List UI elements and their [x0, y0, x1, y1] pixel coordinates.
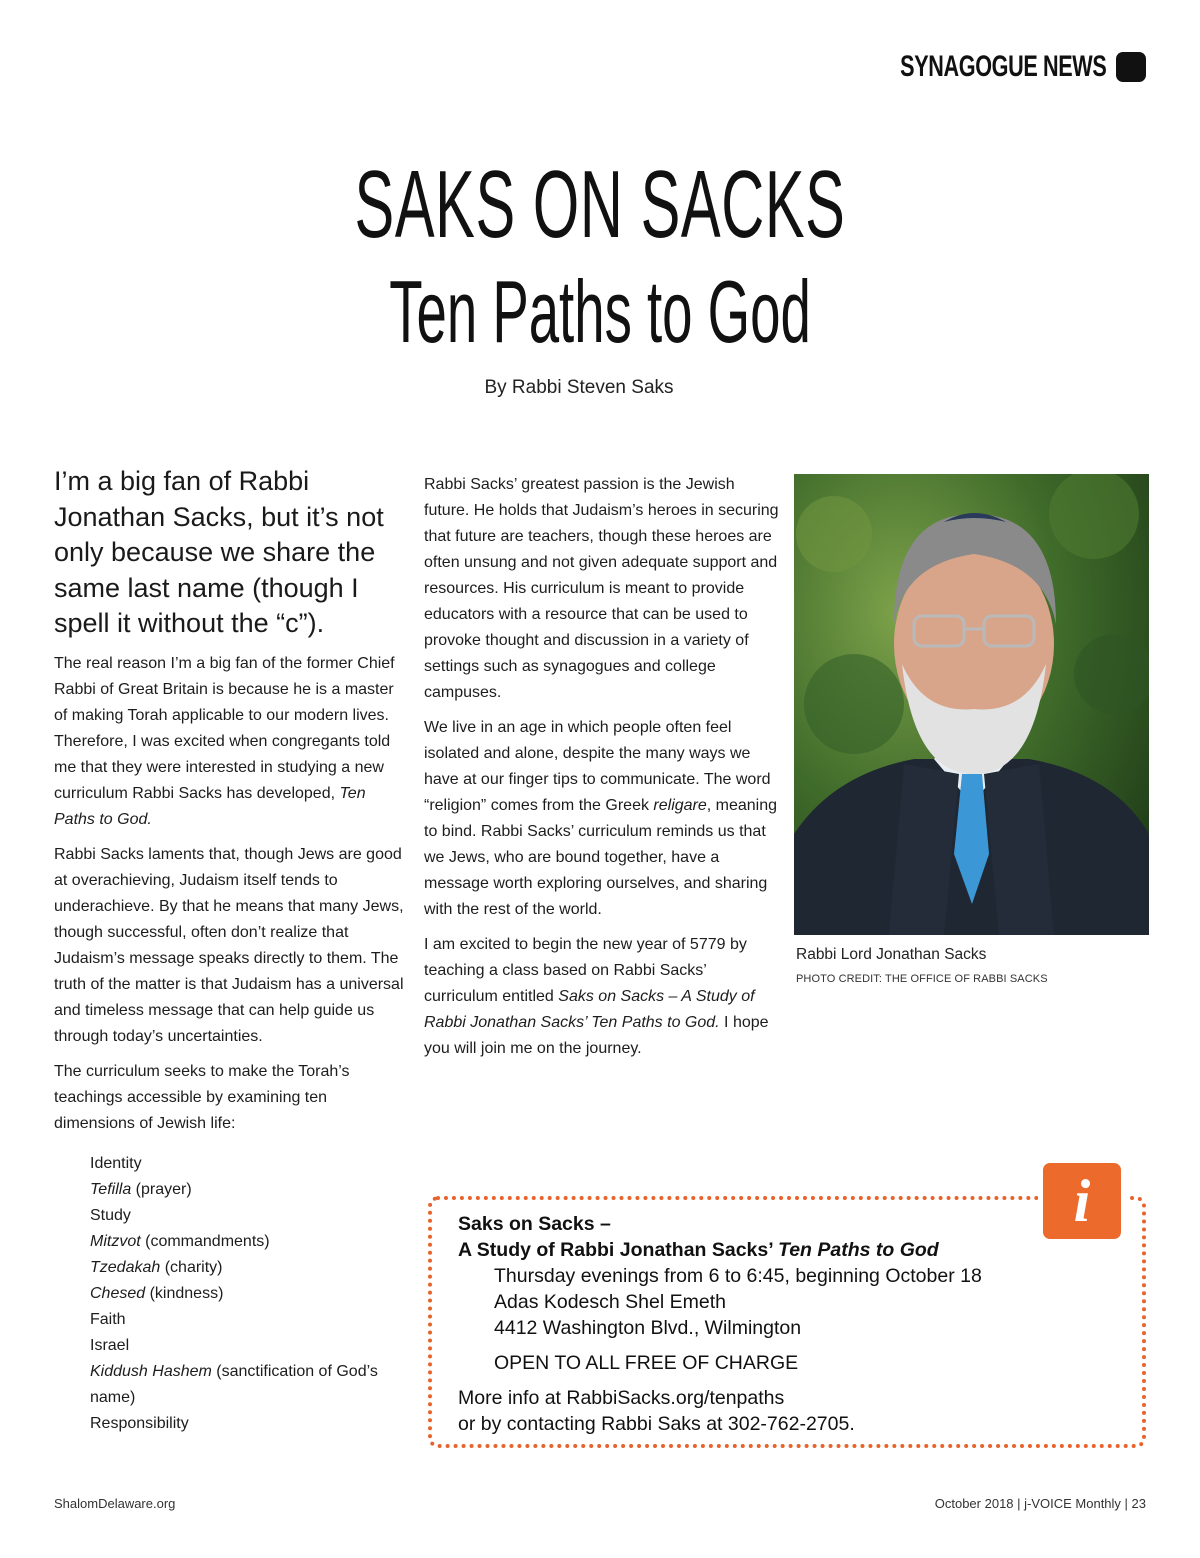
paragraph: I am excited to begin the new year of 5779 by teaching a class based on Rabbi Sacks’ curriculum entitled Saks on Sacks – A Study of Rabbi Jonathan Sacks’ Ten Paths to God. I hope you will join me on the journey. [424, 936, 769, 1057]
column-middle [424, 472, 779, 1071]
event-location: Adas Kodesch Shel Emeth [494, 1291, 726, 1313]
article-title: SAKS ON SACKS [354, 151, 846, 258]
lead-paragraph: I’m a big fan of Rabbi Jonathan Sacks, but it’s not only because we share the same last name (though I spell it without the “c”). [54, 466, 384, 638]
list-item: Faith [90, 1310, 126, 1328]
list-item: Identity [90, 1154, 142, 1172]
event-cost: OPEN TO ALL FREE OF CHARGE [494, 1352, 799, 1374]
list-item: Chesed (kindness) [90, 1284, 224, 1302]
footer-website: ShalomDelaware.org [54, 1496, 176, 1511]
list-item: Mitzvot (commandments) [90, 1232, 270, 1250]
section-marker [1116, 52, 1146, 82]
list-item: Israel [90, 1336, 130, 1354]
paragraph: Rabbi Sacks’ greatest passion is the Jewish future. He holds that Judaism’s heroes in securing that future are teachers, though these heroes are often unsung and not given adequate support and resources. His curriculum is meant to provide educators with a resource that can be used to provoke thought and discussion in a variety of settings such as synagogues and college campuses. [424, 476, 779, 701]
article-subtitle: Ten Paths to God [389, 262, 811, 361]
portrait-illustration [794, 474, 1149, 935]
column-left [54, 464, 404, 1437]
paragraph: We live in an age in which people often feel isolated and alone, despite the many ways we have at our finger tips to communicate. The word “religion” comes from the Greek religare, meaning to bind. Rabbi Sacks’ curriculum reminds us that we Jews, who are bound together, have a message worth exploring ourselves, and sharing with the rest of the world. [424, 719, 778, 918]
paragraph: The curriculum seeks to make the Torah’s teachings accessible by examining ten dimensions of Jewish life: [54, 1062, 350, 1132]
list-item: Tefilla (prayer) [90, 1180, 192, 1198]
list-item: Study [90, 1206, 131, 1224]
list-item: Kiddush Hashem (sanctification of God’s name) [90, 1362, 378, 1406]
event-time: Thursday evenings from 6 to 6:45, beginning October 18 [494, 1265, 982, 1287]
event-details [458, 1211, 1138, 1437]
contact-info: or by contacting Rabbi Saks at 302-762-2705. [458, 1413, 855, 1435]
event-heading: Saks on Sacks – [458, 1213, 611, 1235]
section-label: SYNAGOGUE NEWS [899, 50, 1106, 83]
info-icon: i [1038, 1158, 1126, 1244]
photo-credit: PHOTO CREDIT: THE OFFICE OF RABBI SACKS [796, 973, 1048, 985]
byline: By Rabbi Steven Saks [484, 377, 674, 398]
list-item: Responsibility [90, 1414, 189, 1432]
list-item: Tzedakah (charity) [90, 1258, 223, 1276]
paragraph: The real reason I’m a big fan of the former Chief Rabbi of Great Britain is because he is a master of making Torah applicable to our modern lives. Therefore, I was excited when congregants told me that they were interested in studying a new curriculum Rabbi Sacks has developed, Ten Paths to God. [54, 654, 395, 828]
portrait-photo [794, 474, 1149, 935]
photo-caption: Rabbi Lord Jonathan Sacks [796, 946, 987, 963]
event-heading: A Study of Rabbi Jonathan Sacks’ Ten Paths to God [458, 1239, 939, 1261]
footer-issue-info: October 2018 | j-VOICE Monthly | 23 [934, 1496, 1146, 1511]
event-address: 4412 Washington Blvd., Wilmington [494, 1317, 802, 1339]
more-info: More info at RabbiSacks.org/tenpaths [458, 1387, 785, 1409]
paragraph: Rabbi Sacks laments that, though Jews are good at overachieving, Judaism itself tends to underachieve. By that he means that many Jews, though successful, often don’t realize that Judaism’s message speaks directly to them. The truth of the matter is that Judaism has a universal and timeless message that can help guide us through today’s uncertainties. [54, 845, 404, 1045]
dimensions-list [90, 1151, 404, 1437]
